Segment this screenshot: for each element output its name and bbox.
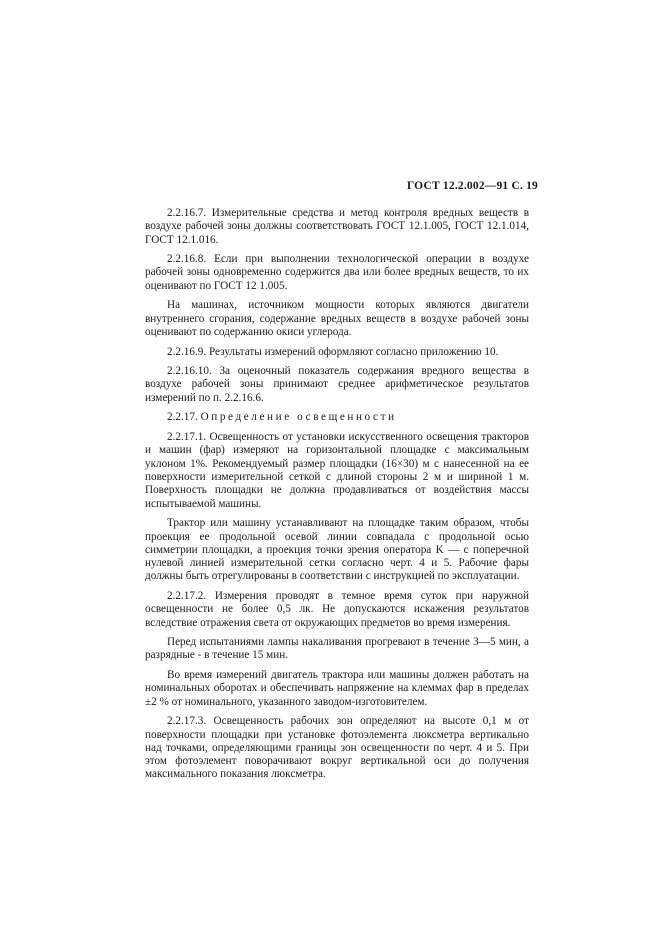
paragraph-2-2-16-9: 2.2.16.9. Результаты измерений оформляют согласно приложению 10. bbox=[167, 345, 499, 358]
paragraph-2-2-17-1: 2.2.17.1. Освещенность от установки искусственного освещения тракторов и машин (фар) измеряют на горизонтальной площадке с максимальным уклоном 1%. Рекомендуемый размер площадки (16×30) м с нанесенной на ее поверхности измерительной сеткой с длиной стороны 2 м и шириной 1 м. Поверхность площадки не должна продавливаться от воздействия массы испытываемой машины. bbox=[145, 431, 529, 510]
paragraph-combustion-engines: На машинах, источником мощности которых являются двигатели внутреннего сгорания, содержание вредных веществ в воздухе рабочей зоны оценивают по содержанию окиси углерода. bbox=[145, 299, 529, 338]
paragraph-2-2-17-2: 2.2.17.2. Измерения проводят в темное время суток при наружной освещенности не более 0,5 лк. Не допускаются искажения результатов вследствие отражения света от окружающих предметов во время измерения. bbox=[145, 590, 529, 629]
paragraph-2-2-16-10: 2.2.16.10. За оценочный показатель содержания вредного вещества в воздухе рабочей зоны принимают среднее арифметическое результатов измерений по п. 2.2.16.6. bbox=[145, 365, 529, 404]
paragraph-lamp-warmup: Перед испытаниями лампы накаливания прогревают в течение 3—5 мин, а разрядные - в течение 15 мин. bbox=[145, 636, 529, 662]
document-body bbox=[145, 207, 529, 788]
paragraph-tractor-placement: Трактор или машину устанавливают на площадке таким образом, чтобы проекция ее продольной осевой линии совпадала с продольной осью симметрии площадки, а проекция точки зрения оператора K — с поперечной нулевой линией измерительной сетки согласно черт. 4 и 5. Рабочие фары должны быть отрегулированы в соответствии с инструкцией по эксплуатации. bbox=[145, 517, 529, 583]
section-title: Определение освещенности bbox=[200, 411, 397, 424]
paragraph-2-2-16-8: 2.2.16.8. Если при выполнении технологической операции в воздухе рабочей зоны одновременно содержится два или более вредных веществ, то их оценивают по ГОСТ 12 1.005. bbox=[145, 253, 529, 292]
section-heading bbox=[145, 411, 529, 424]
section-number: 2.2.17. bbox=[167, 411, 198, 424]
paragraph-2-2-17-3: 2.2.17.3. Освещенность рабочих зон определяют на высоте 0,1 м от поверхности площадки при установке фотоэлемента люксметра вертикально над точками, определяющими границы зон освещенности по черт. 4 и 5. При этом фотоэлемент поворачивают вокруг вертикальной оси до получения максимального показания люксметра. bbox=[145, 715, 529, 781]
paragraph-engine-operation: Во время измерений двигатель трактора или машины должен работать на номинальных оборотах и обеспечивать напряжение на клеммах фар в пределах ±2 % от номинального, указанного заводом-изготовителем. bbox=[145, 669, 529, 708]
running-head: ГОСТ 12.2.002—91 С. 19 bbox=[406, 180, 538, 192]
paragraph-2-2-16-7: 2.2.16.7. Измерительные средства и метод контроля вредных веществ в воздухе рабочей зоны должны соответствовать ГОСТ 12.1.005, ГОСТ 12.1.014, ГОСТ 12.1.016. bbox=[145, 207, 529, 246]
